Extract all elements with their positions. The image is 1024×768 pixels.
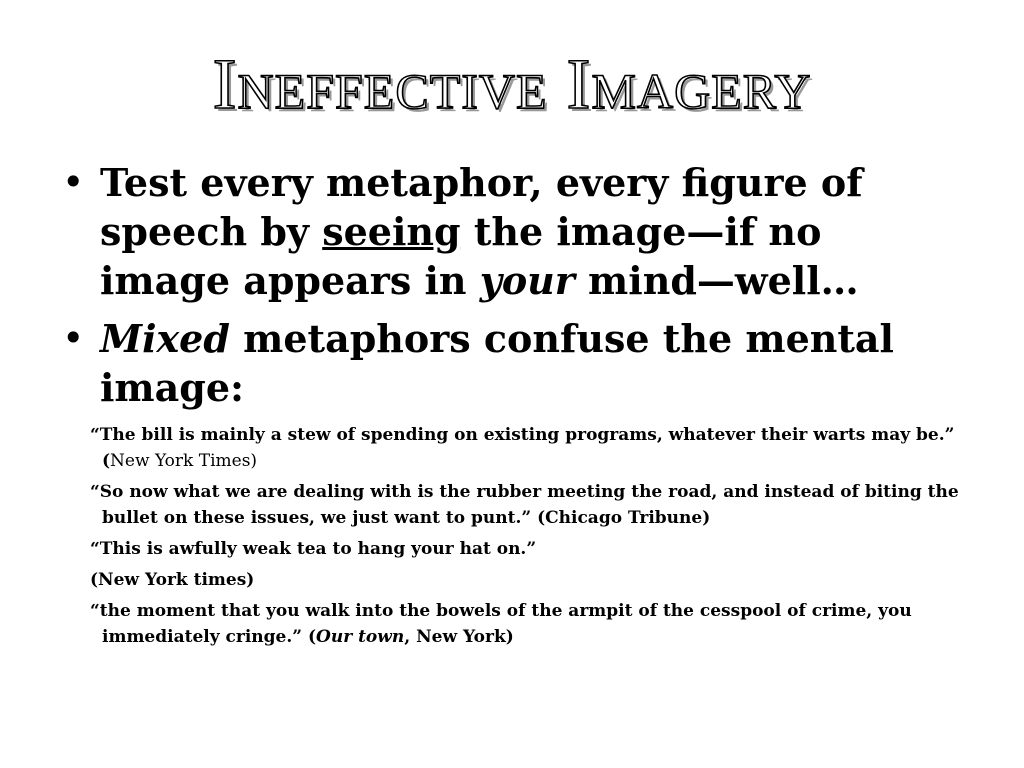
quote-item — [80, 479, 960, 531]
quote-text: “The bill is mainly a stew of spending on existing programs, whatever their warts may be.” ( — [90, 425, 955, 471]
bullet-text: Test every metaphor, every figure of speech by — [100, 160, 863, 254]
bullet-text-underlined: seeing — [322, 209, 461, 254]
quote-source: , New York) — [404, 627, 514, 647]
quote-item — [80, 422, 960, 474]
bullet-text-italic: your — [479, 258, 575, 303]
quote-text: (New York times) — [90, 570, 255, 590]
bullet-item — [62, 158, 962, 305]
quote-item — [80, 598, 960, 650]
bullet-marker: • — [62, 316, 85, 360]
bullet-list — [62, 158, 962, 421]
slide-title: Ineffective Imagery — [212, 44, 812, 124]
quote-text: “the moment that you walk into the bowels of the armpit of the cesspool of crime, you immediately cringe.” ( — [90, 601, 912, 647]
bullet-text-italic: Mixed — [100, 316, 230, 361]
quote-item — [80, 536, 960, 562]
bullet-marker: • — [62, 160, 85, 204]
bullet-text: metaphors confuse the mental image: — [100, 316, 894, 410]
bullet-text: the image—if no image appears in — [100, 209, 822, 303]
quote-text: “So now what we are dealing with is the rubber meeting the road, and instead of biting the bullet on these issues, we just want to punt.” (Chicago Tribune) — [90, 482, 959, 528]
quote-list — [80, 422, 960, 655]
bullet-text: mind—well… — [574, 258, 859, 303]
quote-source-line — [80, 567, 960, 593]
quote-source: New York Times) — [110, 451, 258, 471]
bullet-item — [62, 314, 962, 412]
quote-text: “This is awfully weak tea to hang your hat on.” — [90, 539, 537, 559]
quote-source-italic: Our town — [316, 627, 405, 647]
